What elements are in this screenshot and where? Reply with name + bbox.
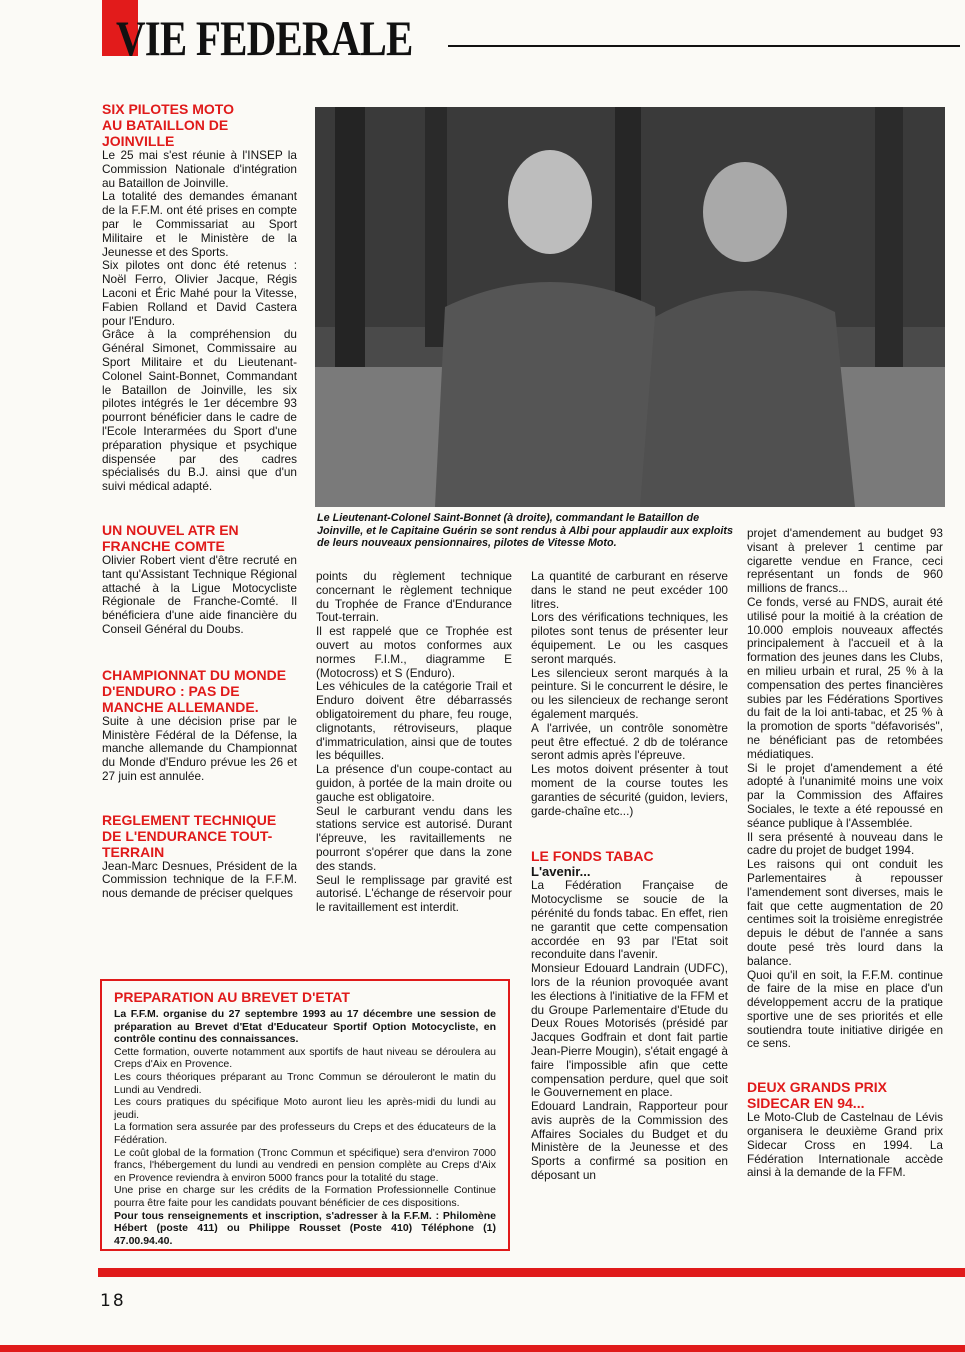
- column-3: [531, 570, 728, 1183]
- article-paragraph: La quantité de carburant en réserve dans le stand ne peut excéder 100 litres.: [531, 569, 728, 611]
- bottom-red-rule: [98, 1268, 965, 1277]
- article-paragraph: Lors des vérifications techniques, les pilotes sont tenus de présenter leur équipement. Le ou les casques seront marqués.: [531, 610, 728, 666]
- photo-caption: Le Lieutenant-Colonel Saint-Bonnet (à droite), commandant le Bataillon de Joinville, et le Capitaine Guérin se sont rendus à Albi pour applaudir aux exploits de leurs nouveaux pensionnaires, pilotes de Vitesse Moto.: [317, 512, 733, 549]
- article-paragraph: Olivier Robert vient d'être recruté en tant qu'Assistant Technique Régional attaché à la Ligue Motocycliste Régionale de Franche-Comté. Il bénéficiera d'une aide financière du Conseil Général du Doubs.: [102, 552, 297, 636]
- article-paragraph: La totalité des demandes émanant de la F.F.M. ont été prises en compte par le Commissariat au Sport Militaire et le Ministère de la Jeunesse et des Sports.: [102, 189, 297, 259]
- article-paragraph: Les silencieux seront marqués à la peinture. Si le concurrent le désire, le ou les silencieux de rechange seront également marqués.: [531, 665, 728, 721]
- article-paragraph: Si le projet d'amendement a été adopté à l'unanimité moins une voix par la Commission des Affaires Sociales, le texte a été repoussé en séance publique à l'Assemblée.: [747, 760, 943, 830]
- article-paragraph: Seul le remplissage par gravité est autorisé. L'échange de réservoir pour le ravitaillement est interdit.: [316, 872, 512, 915]
- article-paragraph: Suite à une décision prise par le Ministère Fédéral de la Défense, la manche allemande du Championnat du Monde d'Enduro prévue les 26 et 27 juin est annulée.: [102, 713, 297, 783]
- article-paragraph: Le Moto-Club de Castelnau de Lévis organisera le deuxième Grand prix Sidecar Cross en 1994. La Fédération Internationale accède ainsi à la demande de la FFM.: [747, 1110, 943, 1180]
- photo-illustration: [315, 107, 945, 507]
- box-paragraph: La formation sera assurée par des professeurs du Creps et des éducateurs de la Fédération.: [114, 1121, 496, 1146]
- column-2: [316, 570, 512, 915]
- article-paragraph: points du règlement technique concernant le règlement technique du Trophée de France d'Endurance Tout-terrain.: [316, 569, 512, 625]
- photo-officers: [315, 107, 945, 507]
- article-paragraph: Edouard Landrain, Rapporteur pour avis auprès de la Commission des Affaires Sociales du Budget et du Ministère de la Jeunesse et des Sports a confirmé sa position en déposant un: [531, 1099, 728, 1183]
- article-paragraph: Le 25 mai s'est réunie à l'INSEP la Commission Nationale d'intégration au Bataillon de Joinville.: [102, 148, 297, 190]
- article-paragraph: projet d'amendement au budget 93 visant à prelever 1 centime par cigarette vendue en France, ceci représentant un fonds de 960 millions de francs...: [747, 526, 943, 596]
- box-heading: PREPARATION AU BREVET D'ETAT: [114, 989, 350, 1005]
- article-paragraph: Grâce à la compréhension du Général Simonet, Commissaire au Sport Militaire et du Lieutenant-Colonel Saint-Bonnet, Commandant le Bataillon de Joinville, les six pilotes intégrés le 1er décembre 93 pourront bénéficier dans le cadre de l'Ecole Interarmées du Sport d'une préparation physique et psychique dispensée par des cadres spécialisés du B.J. ainsi que d'un suivi médical adapté.: [102, 327, 297, 494]
- article-paragraph: Quoi qu'il en soit, la F.F.M. continue de faire de la mise en place d'un développement accru de la pratique sportive une de ses priorités et elle soutiendra toute initiative dirigée en ce sens.: [747, 967, 943, 1051]
- article-paragraph: Il est rappelé que ce Trophée est ouvert au motos conformes aux normes F.I.M., diagramme E (Motocross) et S (Enduro).: [316, 624, 512, 680]
- article-paragraph: Jean-Marc Desnues, Président de la Commission technique de la F.F.M. nous demande de préciser quelques: [102, 858, 297, 901]
- column-1: [102, 101, 297, 901]
- article-heading-sidecar: DEUX GRANDS PRIX SIDECAR EN 94...: [747, 1079, 888, 1112]
- article-paragraph: La Fédération Française de Motocyclisme se soucie de la pérénité du fonds tabac. En effet, rien ne garantit que cette compensation accordée en 93 par l'Etat soit reconduite dans l'avenir.: [531, 878, 728, 962]
- box-paragraph: La F.F.M. organise du 27 septembre 1993 au 17 décembre une session de préparation au Brevet d'Etat d'Educateur Sportif Option Motocycliste, en contrôle continu des connaissances.: [114, 1008, 496, 1046]
- article-paragraph: Seul le carburant vendu dans les stations service est autorisé. Durant l'épreuve, les ravitaillements ne pourront s'opérer que dans la zone des stands.: [316, 803, 512, 873]
- header-rule: [448, 45, 960, 47]
- column-4: [747, 527, 943, 1180]
- article-paragraph: Six pilotes ont donc été retenus : Noël Ferro, Olivier Jacque, Régis Laconi et Éric Mahé pour la Vitesse, Fabien Rolland et David Castera pour l'Enduro.: [102, 258, 297, 328]
- article-paragraph: Il sera présenté à nouveau dans le cadre du projet de budget 1994.: [747, 829, 943, 858]
- article-paragraph: Les raisons qui ont conduit les Parlementaires à repousser l'amendement sont diverses, mais le fait que cette augmentation de 20 centimes soit la troisième enregistrée depuis le début de l'année a sans doute pesé très lourd dans la balance.: [747, 857, 943, 968]
- box-paragraph: Une prise en charge sur les crédits de la Formation Professionnelle Continue pourra être faite pour les candidats pouvant bénéficier de ces dispositions.: [114, 1184, 496, 1209]
- article-subheading: L'avenir...: [531, 864, 591, 880]
- article-paragraph: Les véhicules de la catégorie Trail et Enduro doivent être débarrassés obligatoirement du phare, feu rouge, clignotants, rétroviseurs, plaque d'immatriculation, ainsi que de toutes les béquilles.: [316, 679, 512, 763]
- box-paragraph: Le coût global de la formation (Tronc Commun et spécifique) sera d'environ 7000 francs, l'hébergement du lundi au vendredi en pension complète au Creps d'Aix en Provence reviendra à environ 5000 francs pour la totalité du stage.: [114, 1146, 496, 1184]
- page-number: 18: [100, 1291, 126, 1311]
- article-paragraph: A l'arrivée, un contrôle sonomètre peut être effectué. 2 db de tolérance seront admis après l'épreuve.: [531, 720, 728, 763]
- brevet-notice-box: [100, 979, 510, 1251]
- box-paragraph: Les cours pratiques du spécifique Moto auront lieu les après-midi du lundi au jeudi.: [114, 1096, 496, 1121]
- article-paragraph: Les motos doivent présenter à tout moment de la course toutes les garanties de sécurité (guidon, leviers, garde-chaîne etc...): [531, 762, 728, 818]
- article-heading-fonds-tabac: LE FONDS TABAC: [531, 848, 654, 865]
- article-heading-joinville: SIX PILOTES MOTO AU BATAILLON DE JOINVILLE: [102, 101, 234, 149]
- article-paragraph: Monsieur Edouard Landrain (UDFC), lors de la réunion provoquée avant les élections à l'initiative de la FFM et du Groupe Parlementaire d'Etude du Deux Roues Motorisés (présidé par Jacques Godfrain et dont fait partie Jean-Pierre Mougin), s'était engagé à faire l'impossible afin que cette compensation perdure, quel que soit le Gouvernement en place.: [531, 961, 728, 1100]
- page-title: VIE FEDERALE: [116, 10, 413, 66]
- article-paragraph: La présence d'un coupe-contact au guidon, à portée de la main droite ou gauche est obligatoire.: [316, 762, 512, 804]
- box-paragraph-contact: Pour tous renseignements et inscription, s'adresser à la F.F.M. : Philomène Hébert (poste 411) ou Philippe Rousset (Poste 410) Téléphone (1) 47.00.94.40.: [114, 1209, 496, 1247]
- article-heading-enduro: CHAMPIONNAT DU MONDE D'ENDURO : PAS DE MANCHE ALLEMANDE.: [102, 666, 287, 715]
- footer-red-rule: [0, 1345, 965, 1352]
- box-paragraph: Les cours théoriques préparant au Tronc Commun se dérouleront le matin du Lundi au Vendredi.: [114, 1070, 496, 1096]
- box-paragraph: Cette formation, ouverte notamment aux sportifs de haut niveau se déroulera au Creps d'Aix en Provence.: [114, 1045, 496, 1071]
- article-heading-reglement: REGLEMENT TECHNIQUE DE L'ENDURANCE TOUT-TERRAIN: [102, 811, 277, 860]
- article-paragraph: Ce fonds, versé au FNDS, aurait été utilisé pour la moitié à la création de 10.000 emplois nouveaux affectés principalement à l'accueil et à la formation des jeunes dans les Clubs, en milieu urbain et rural, 25 % à la compensation des pertes financières subies par les Fédérations Sportives du fait de la loi anti-tabac, et 25 % à la promotion de sports "défavorisés", ne bénéficiant pas de retombées médiatiques.: [747, 594, 943, 761]
- article-heading-atr: UN NOUVEL ATR EN FRANCHE COMTE: [102, 521, 239, 554]
